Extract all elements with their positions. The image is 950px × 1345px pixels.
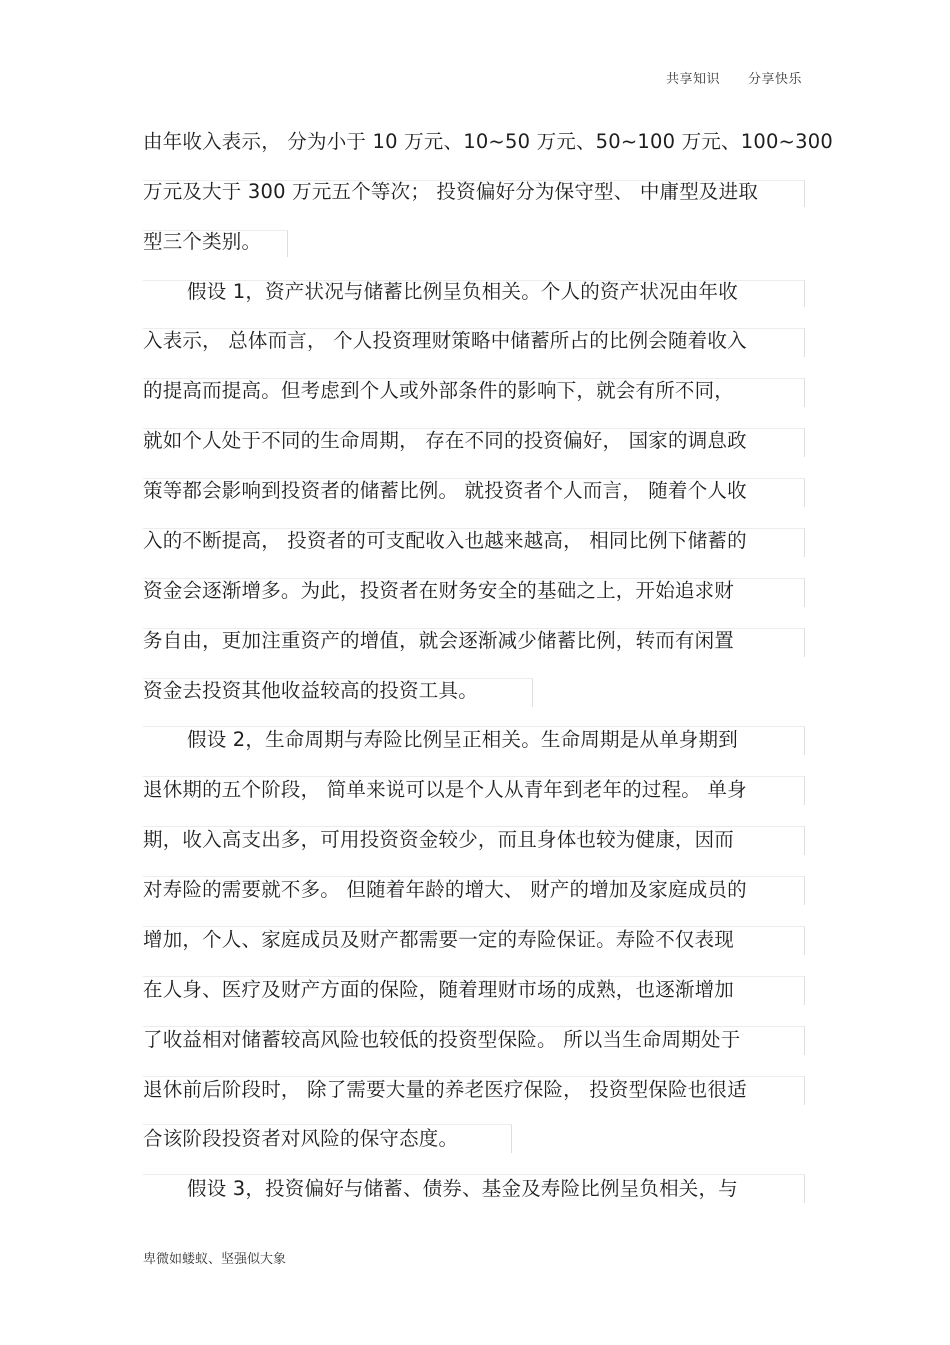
body-text-line: 就如个人处于不同的生命周期， 存在不同的投资偏好， 国家的调息政 bbox=[143, 429, 747, 452]
body-text-line: 务自由，更加注重资产的增值，就会逐渐减少储蓄比例，转而有闲置 bbox=[143, 629, 735, 652]
body-text-line: 入表示， 总体而言， 个人投资理财策略中储蓄所占的比例会随着收入 bbox=[143, 329, 747, 352]
body-text-line: 的提高而提高。但考虑到个人或外部条件的影响下，就会有所不同， bbox=[143, 379, 735, 402]
body-text-line: 退休期的五个阶段， 简单来说可以是个人从青年到老年的过程。 单身 bbox=[143, 778, 747, 801]
body-text-line: 在人身、医疗及财产方面的保险，随着理财市场的成熟，也逐渐增加 bbox=[143, 978, 735, 1001]
body-text-line: 对寿险的需要就不多。 但随着年龄的增大、 财产的增加及家庭成员的 bbox=[143, 878, 747, 901]
body-text-line: 入的不断提高， 投资者的可支配收入也越来越高， 相同比例下储蓄的 bbox=[143, 529, 747, 552]
body-text-line: 期，收入高支出多，可用投资资金较少，而且身体也较为健康，因而 bbox=[143, 828, 735, 851]
page-header bbox=[666, 68, 802, 87]
body-text-line: 资金去投资其他收益较高的投资工具。 bbox=[143, 679, 478, 702]
body-text-line: 合该阶段投资者对风险的保守态度。 bbox=[143, 1127, 459, 1150]
header-right-text: 分享快乐 bbox=[747, 72, 802, 87]
header-left-text: 共享知识 bbox=[665, 72, 720, 87]
body-text-line: 增加，个人、家庭成员及财产都需要一定的寿险保证。寿险不仅表现 bbox=[143, 928, 735, 951]
page-footer: 卑微如蝼蚁、坚强似大象 bbox=[143, 1252, 287, 1267]
paragraph-start-line: 假设 1，资产状况与储蓄比例呈负相关。个人的资产状况由年收 bbox=[187, 280, 738, 303]
body-text-line: 型三个类别。 bbox=[143, 230, 262, 253]
body-text-line: 策等都会影响到投资者的储蓄比例。 就投资者个人而言， 随着个人收 bbox=[143, 479, 747, 502]
body-text-line: 退休前后阶段时， 除了需要大量的养老医疗保险， 投资型保险也很适 bbox=[143, 1078, 747, 1101]
body-text-line: 万元及大于 300 万元五个等次； 投资偏好分为保守型、 中庸型及进取 bbox=[143, 180, 759, 203]
paragraph-start-line: 假设 2，生命周期与寿险比例呈正相关。生命周期是从单身期到 bbox=[187, 728, 738, 751]
body-text-line: 了收益相对储蓄较高风险也较低的投资型保险。 所以当生命周期处于 bbox=[143, 1028, 741, 1051]
paragraph-start-line: 假设 3，投资偏好与储蓄、债券、基金及寿险比例呈负相关，与 bbox=[187, 1177, 738, 1200]
body-text-line: 由年收入表示， 分为小于 10 万元、10~50 万元、50~100 万元、100~300 bbox=[143, 130, 833, 153]
body-text-line: 资金会逐渐增多。为此，投资者在财务安全的基础之上，开始追求财 bbox=[143, 579, 735, 602]
